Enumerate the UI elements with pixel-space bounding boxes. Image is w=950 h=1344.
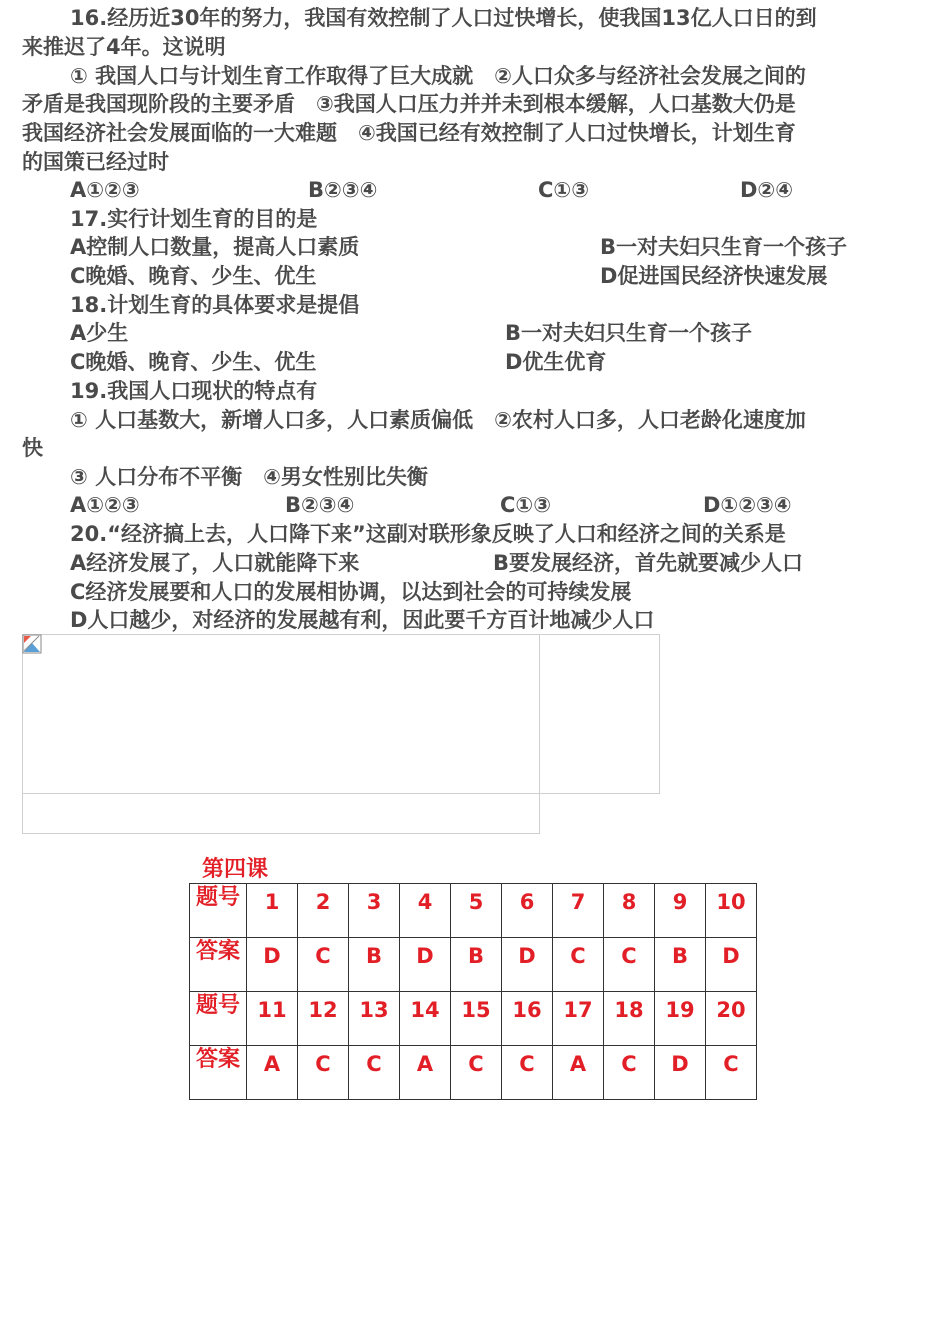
cell-value: D: [671, 1052, 689, 1076]
table-cell: [655, 884, 706, 938]
q18-option-b: B一对夫妇只生育一个孩子: [505, 321, 753, 345]
cell-value: 20: [716, 998, 746, 1022]
cell-value: C: [315, 944, 331, 968]
q17-option-d: D促进国民经济快速发展: [600, 264, 828, 288]
q20-option-c: C经济发展要和人口的发展相协调，以达到社会的可持续发展: [70, 580, 632, 604]
q16-line4: 矛盾是我国现阶段的主要矛盾 ③我国人口压力并并未到根本缓解，人口基数大仍是: [22, 92, 796, 116]
q17-stem: 17.实行计划生育的目的是: [70, 207, 318, 231]
q17-option-a: A控制人口数量，提高人口素质: [70, 235, 360, 259]
cell-value: 6: [519, 890, 535, 914]
cell-value: 14: [410, 998, 440, 1022]
cell-value: 4: [417, 890, 433, 914]
table-cell: [451, 1046, 502, 1100]
cell-value: C: [366, 1052, 382, 1076]
table-cell: [400, 1046, 451, 1100]
table-cell: [604, 1046, 655, 1100]
q16-option-b: B②③④: [308, 178, 378, 202]
cell-value: D: [263, 944, 281, 968]
cell-value: 18: [614, 998, 644, 1022]
q19-option-d: D①②③④: [703, 493, 792, 517]
table-cell: [349, 992, 400, 1046]
cell-value: C: [468, 1052, 484, 1076]
cell-value: B: [671, 944, 688, 968]
table-cell: [655, 938, 706, 992]
answer-table: [189, 883, 757, 1100]
table-cell: [706, 992, 757, 1046]
cell-value: 9: [672, 890, 688, 914]
table-cell: [400, 992, 451, 1046]
cell-value: C: [519, 1052, 535, 1076]
q16-line2: 来推迟了4年。这说明: [22, 35, 226, 59]
table-cell: [451, 992, 502, 1046]
q20-stem: 20.“经济搞上去，人口降下来”这副对联形象反映了人口和经济之间的关系是: [70, 522, 786, 546]
q16-option-a: A①②③: [70, 178, 140, 202]
table-cell: [655, 992, 706, 1046]
cell-value: 11: [257, 998, 287, 1022]
cell-value: C: [570, 944, 586, 968]
q19-option-a: A①②③: [70, 493, 140, 517]
table-cell: [247, 884, 298, 938]
q17-option-b: B一对夫妇只生育一个孩子: [600, 235, 848, 259]
table-cell: [247, 992, 298, 1046]
row-label: 题号: [190, 992, 247, 1046]
q19-line2: ① 人口基数大，新增人口多，人口素质偏低 ②农村人口多，人口老龄化速度加: [70, 408, 806, 432]
q19-stem: 19.我国人口现状的特点有: [70, 379, 318, 403]
q18-option-a: A少生: [70, 321, 129, 345]
cell-value: C: [621, 944, 637, 968]
cell-value: 5: [468, 890, 484, 914]
table-cell: [604, 992, 655, 1046]
q16-line3: ① 我国人口与计划生育工作取得了巨大成就 ②人口众多与经济社会发展之间的: [70, 64, 806, 88]
answers-title: 第四课: [202, 857, 269, 882]
cell-value: 7: [570, 890, 586, 914]
table-row: [190, 884, 757, 938]
table-cell: [349, 1046, 400, 1100]
cell-value: 2: [315, 890, 331, 914]
q16-line1: 16.经历近30年的努力，我国有效控制了人口过快增长，使我国13亿人口日的到: [70, 6, 817, 30]
table-row: [190, 992, 757, 1046]
table-cell: [604, 884, 655, 938]
cell-value: C: [621, 1052, 637, 1076]
table-cell: [349, 884, 400, 938]
cell-value: 8: [621, 890, 637, 914]
table-cell: [604, 938, 655, 992]
q16-line5: 我国经济社会发展面临的一大难题 ④我国已经有效控制了人口过快增长，计划生育: [22, 121, 796, 145]
q16-option-d: D②④: [740, 178, 793, 202]
table-row: [190, 938, 757, 992]
cell-value: A: [263, 1052, 281, 1076]
row-label: 答案: [190, 938, 247, 992]
q20-option-d: D人口越少，对经济的发展越有利，因此要千方百计地减少人口: [70, 608, 655, 632]
q18-option-c: C晚婚、晚育、少生、优生: [70, 350, 317, 374]
table-cell: [502, 1046, 553, 1100]
cell-value: D: [518, 944, 536, 968]
cell-value: 3: [366, 890, 382, 914]
q18-stem: 18.计划生育的具体要求是提倡: [70, 293, 360, 317]
q18-option-d: D优生优育: [505, 350, 607, 374]
cell-value: A: [416, 1052, 434, 1076]
cell-value: B: [467, 944, 484, 968]
table-cell: [706, 884, 757, 938]
q19-line3: 快: [22, 436, 43, 460]
q19-option-b: B②③④: [285, 493, 355, 517]
table-cell: [502, 884, 553, 938]
table-cell: [706, 938, 757, 992]
table-cell: [655, 1046, 706, 1100]
image-placeholder-frame-inner: [22, 634, 540, 834]
q19-line4: ③ 人口分布不平衡 ④男女性别比失衡: [70, 465, 428, 489]
table-cell: [451, 938, 502, 992]
cell-value: 10: [716, 890, 746, 914]
table-cell: [706, 1046, 757, 1100]
q16-line6: 的国策已经过时: [22, 150, 169, 174]
table-cell: [349, 938, 400, 992]
table-cell: [298, 992, 349, 1046]
broken-image-icon: [22, 634, 42, 654]
table-cell: [451, 884, 502, 938]
cell-value: 1: [264, 890, 280, 914]
table-cell: [502, 992, 553, 1046]
cell-value: C: [315, 1052, 331, 1076]
table-cell: [553, 884, 604, 938]
cell-value: C: [723, 1052, 739, 1076]
table-cell: [247, 938, 298, 992]
row-label: 题号: [190, 884, 247, 938]
cell-value: D: [416, 944, 434, 968]
table-cell: [553, 938, 604, 992]
cell-value: 16: [512, 998, 542, 1022]
table-cell: [298, 884, 349, 938]
cell-value: B: [365, 944, 382, 968]
table-cell: [298, 938, 349, 992]
q20-option-a: A经济发展了，人口就能降下来: [70, 551, 360, 575]
table-cell: [298, 1046, 349, 1100]
table-cell: [247, 1046, 298, 1100]
cell-value: 12: [308, 998, 338, 1022]
row-label: 答案: [190, 1046, 247, 1100]
cell-value: 17: [563, 998, 593, 1022]
cell-value: 15: [461, 998, 491, 1022]
cell-value: A: [569, 1052, 587, 1076]
q20-option-b: B要发展经济，首先就要减少人口: [493, 551, 804, 575]
cell-value: 19: [665, 998, 695, 1022]
table-cell: [400, 884, 451, 938]
q16-option-c: C①③: [538, 178, 589, 202]
table-cell: [553, 1046, 604, 1100]
table-row: [190, 1046, 757, 1100]
table-cell: [502, 938, 553, 992]
cell-value: 13: [359, 998, 389, 1022]
cell-value: D: [722, 944, 740, 968]
table-cell: [400, 938, 451, 992]
q17-option-c: C晚婚、晚育、少生、优生: [70, 264, 317, 288]
q19-option-c: C①③: [500, 493, 551, 517]
table-cell: [553, 992, 604, 1046]
